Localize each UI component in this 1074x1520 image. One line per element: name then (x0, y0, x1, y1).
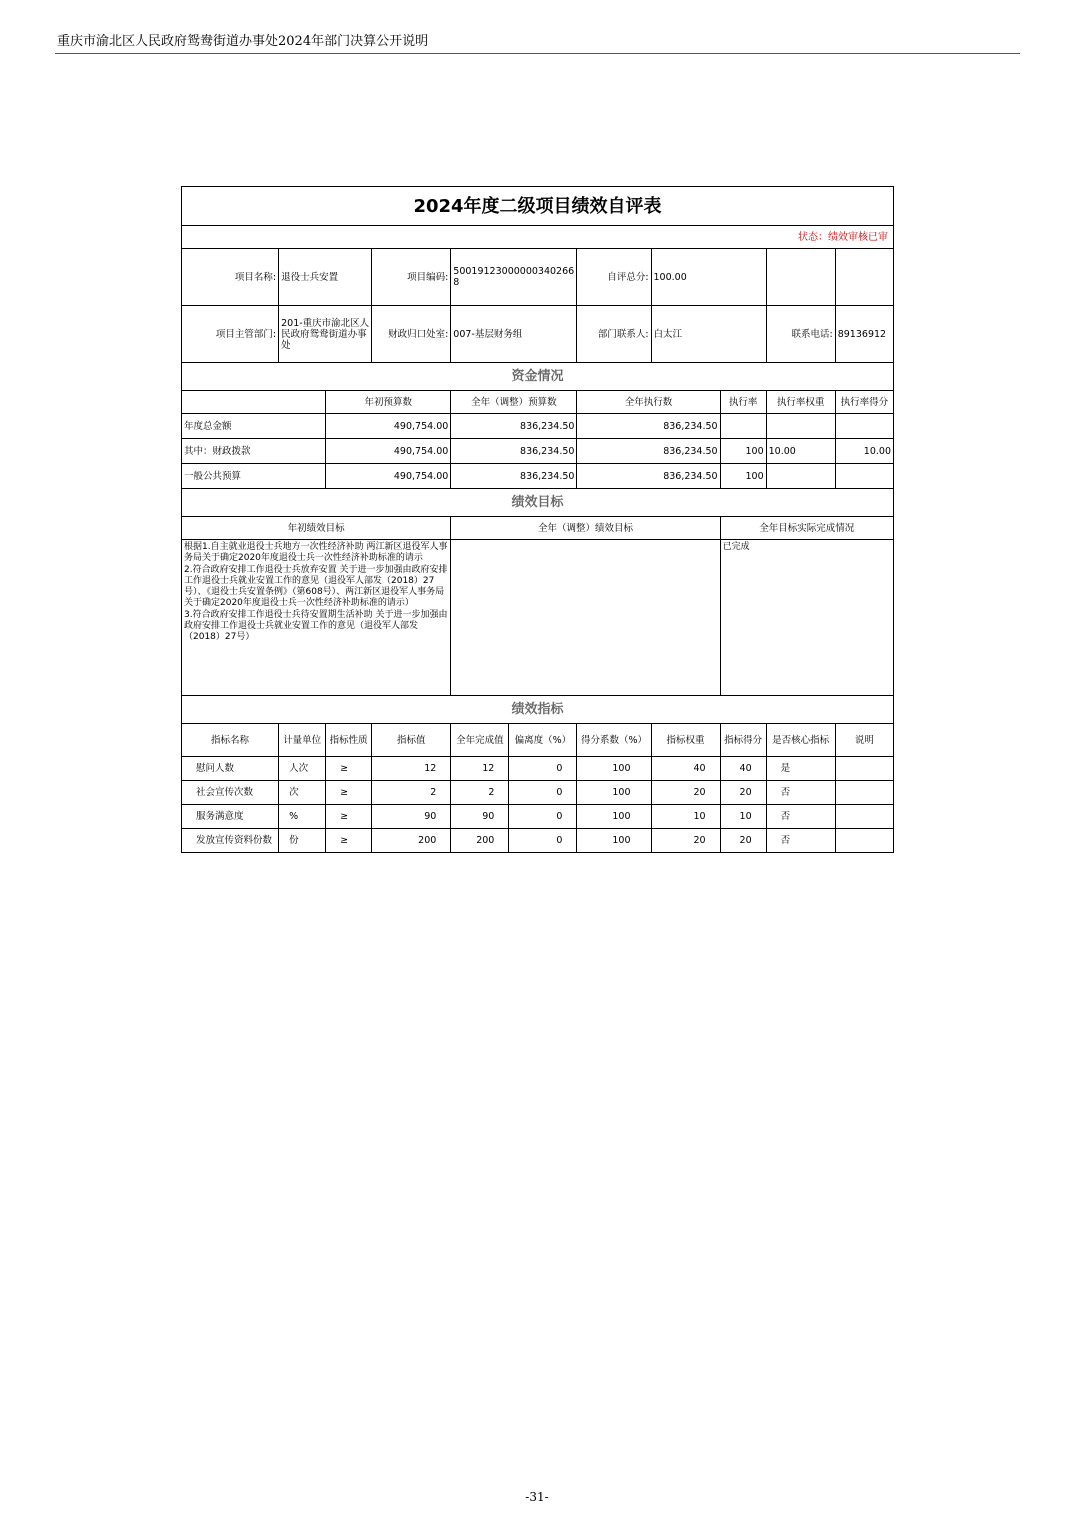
funds-row-executed: 836,234.50 (577, 464, 720, 489)
funds-section-title: 资金情况 (182, 363, 894, 391)
ind-header-score: 指标得分 (720, 724, 766, 757)
ind-nature: ≥ (326, 781, 372, 805)
ind-header-nature: 指标性质 (326, 724, 372, 757)
funds-row-executed: 836,234.50 (577, 439, 720, 464)
funds-row (182, 414, 894, 439)
funds-header-score: 执行率得分 (835, 391, 893, 414)
project-name-value: 退役士兵安置 (279, 249, 372, 306)
funds-header-adjusted: 全年（调整）预算数 (451, 391, 577, 414)
funds-row-weight (766, 464, 835, 489)
ind-header-unit: 计量单位 (279, 724, 326, 757)
self-score-label: 自评总分: (577, 249, 651, 306)
funds-header-rate: 执行率 (720, 391, 766, 414)
self-score-value: 100.00 (651, 249, 766, 306)
ind-score: 20 (720, 829, 766, 853)
ind-coef: 100 (577, 781, 651, 805)
funds-row-adjusted: 836,234.50 (451, 414, 577, 439)
ind-actual: 90 (451, 805, 509, 829)
funds-row-rate (720, 414, 766, 439)
page-header: 重庆市渝北区人民政府鸳鸯街道办事处2024年部门决算公开说明 (57, 34, 429, 49)
ind-deviation: 0 (509, 757, 577, 781)
header-rule (55, 53, 1020, 54)
ind-core: 是 (766, 757, 835, 781)
dept-value: 201-重庆市渝北区人民政府鸳鸯街道办事处 (279, 306, 372, 363)
funds-row-rate: 100 (720, 464, 766, 489)
funds-header-executed: 全年执行数 (577, 391, 720, 414)
ind-actual: 2 (451, 781, 509, 805)
contact-value: 白太江 (651, 306, 766, 363)
ind-deviation: 0 (509, 781, 577, 805)
phone-value: 89136912 (835, 306, 893, 363)
ind-value: 12 (372, 757, 451, 781)
ind-header-name: 指标名称 (182, 724, 279, 757)
ind-name: 发放宣传资料份数 (182, 829, 279, 853)
ind-deviation: 0 (509, 805, 577, 829)
funds-row-name: 其中：财政拨款 (182, 439, 326, 464)
ind-unit: 次 (279, 781, 326, 805)
indicators-section-title: 绩效指标 (182, 696, 894, 724)
ind-header-core: 是否核心指标 (766, 724, 835, 757)
ind-note (835, 757, 893, 781)
ind-note (835, 805, 893, 829)
finance-office-value: 007-基层财务组 (451, 306, 577, 363)
ind-name: 服务满意度 (182, 805, 279, 829)
ind-nature: ≥ (326, 757, 372, 781)
ind-nature: ≥ (326, 829, 372, 853)
empty-cell (835, 249, 893, 306)
indicator-row (182, 829, 894, 853)
funds-row-name: 年度总金额 (182, 414, 326, 439)
ind-note (835, 829, 893, 853)
phone-label: 联系电话: (766, 306, 835, 363)
ind-value: 2 (372, 781, 451, 805)
project-code-value: 500191230000003402668 (451, 249, 577, 306)
ind-score: 10 (720, 805, 766, 829)
ind-value: 90 (372, 805, 451, 829)
initial-goal-text: 根据1.自主就业退役士兵地方一次性经济补助 两江新区退役军人事务局关于确定2020年度退役士兵一次性经济补助标准的请示 2.符合政府安排工作退役士兵放弃安置 关于进一步加强由政府安排工作退役士兵就业安置工作的意见（退役军人部发（2018）27号）、《退役士兵安置条例》（第608号）、两江新区退役军人事务局关于确定2020年度退役士兵一次性经济补助标准的请示） 3.符合政府安排工作退役士兵待安置期生活补助 关于进一步加强由政府安排工作退役士兵就业安置工作的意见（退役军人部发（2018）27号） (182, 540, 451, 696)
ind-header-deviation: 偏离度（%） (509, 724, 577, 757)
ind-weight: 20 (651, 829, 720, 853)
funds-row-weight: 10.00 (766, 439, 835, 464)
funds-row-executed: 836,234.50 (577, 414, 720, 439)
ind-core: 否 (766, 829, 835, 853)
funds-row-score (835, 414, 893, 439)
ind-unit: 人次 (279, 757, 326, 781)
ind-core: 否 (766, 805, 835, 829)
ind-score: 40 (720, 757, 766, 781)
indicator-row (182, 805, 894, 829)
funds-row (182, 464, 894, 489)
goals-header-actual: 全年目标实际完成情况 (720, 517, 893, 540)
goals-header-adjusted: 全年（调整）绩效目标 (451, 517, 720, 540)
ind-unit: % (279, 805, 326, 829)
form-title: 2024年度二级项目绩效自评表 (182, 187, 894, 226)
ind-score: 20 (720, 781, 766, 805)
ind-note (835, 781, 893, 805)
status-text: 状态：绩效审核已审 (182, 226, 894, 249)
project-code-label: 项目编码: (372, 249, 451, 306)
ind-value: 200 (372, 829, 451, 853)
ind-deviation: 0 (509, 829, 577, 853)
indicator-row (182, 757, 894, 781)
ind-weight: 40 (651, 757, 720, 781)
actual-completion-text: 已完成 (720, 540, 893, 696)
empty-cell (766, 249, 835, 306)
ind-name: 慰问人数 (182, 757, 279, 781)
funds-row-initial: 490,754.00 (326, 414, 451, 439)
funds-row-adjusted: 836,234.50 (451, 464, 577, 489)
adjusted-goal-text (451, 540, 720, 696)
ind-coef: 100 (577, 805, 651, 829)
funds-row-score (835, 464, 893, 489)
funds-row-initial: 490,754.00 (326, 439, 451, 464)
goals-section-title: 绩效目标 (182, 489, 894, 517)
ind-nature: ≥ (326, 805, 372, 829)
funds-header-initial: 年初预算数 (326, 391, 451, 414)
ind-coef: 100 (577, 829, 651, 853)
ind-header-value: 指标值 (372, 724, 451, 757)
ind-name: 社会宣传次数 (182, 781, 279, 805)
project-name-label: 项目名称: (182, 249, 279, 306)
funds-row-score: 10.00 (835, 439, 893, 464)
performance-table-wrapper (181, 186, 894, 853)
dept-label: 项目主管部门: (182, 306, 279, 363)
ind-actual: 12 (451, 757, 509, 781)
page-number: -31- (525, 1490, 549, 1504)
ind-weight: 20 (651, 781, 720, 805)
ind-header-actual: 全年完成值 (451, 724, 509, 757)
ind-unit: 份 (279, 829, 326, 853)
funds-header-weight: 执行率权重 (766, 391, 835, 414)
ind-core: 否 (766, 781, 835, 805)
ind-coef: 100 (577, 757, 651, 781)
funds-row (182, 439, 894, 464)
funds-row-weight (766, 414, 835, 439)
performance-self-evaluation-table (181, 186, 894, 853)
funds-header-blank (182, 391, 326, 414)
ind-header-coef: 得分系数（%） (577, 724, 651, 757)
funds-row-name: 一般公共预算 (182, 464, 326, 489)
funds-row-adjusted: 836,234.50 (451, 439, 577, 464)
contact-label: 部门联系人: (577, 306, 651, 363)
ind-weight: 10 (651, 805, 720, 829)
goals-header-initial: 年初绩效目标 (182, 517, 451, 540)
funds-row-initial: 490,754.00 (326, 464, 451, 489)
ind-header-weight: 指标权重 (651, 724, 720, 757)
ind-actual: 200 (451, 829, 509, 853)
finance-office-label: 财政归口处室: (372, 306, 451, 363)
ind-header-note: 说明 (835, 724, 893, 757)
funds-row-rate: 100 (720, 439, 766, 464)
indicator-row (182, 781, 894, 805)
